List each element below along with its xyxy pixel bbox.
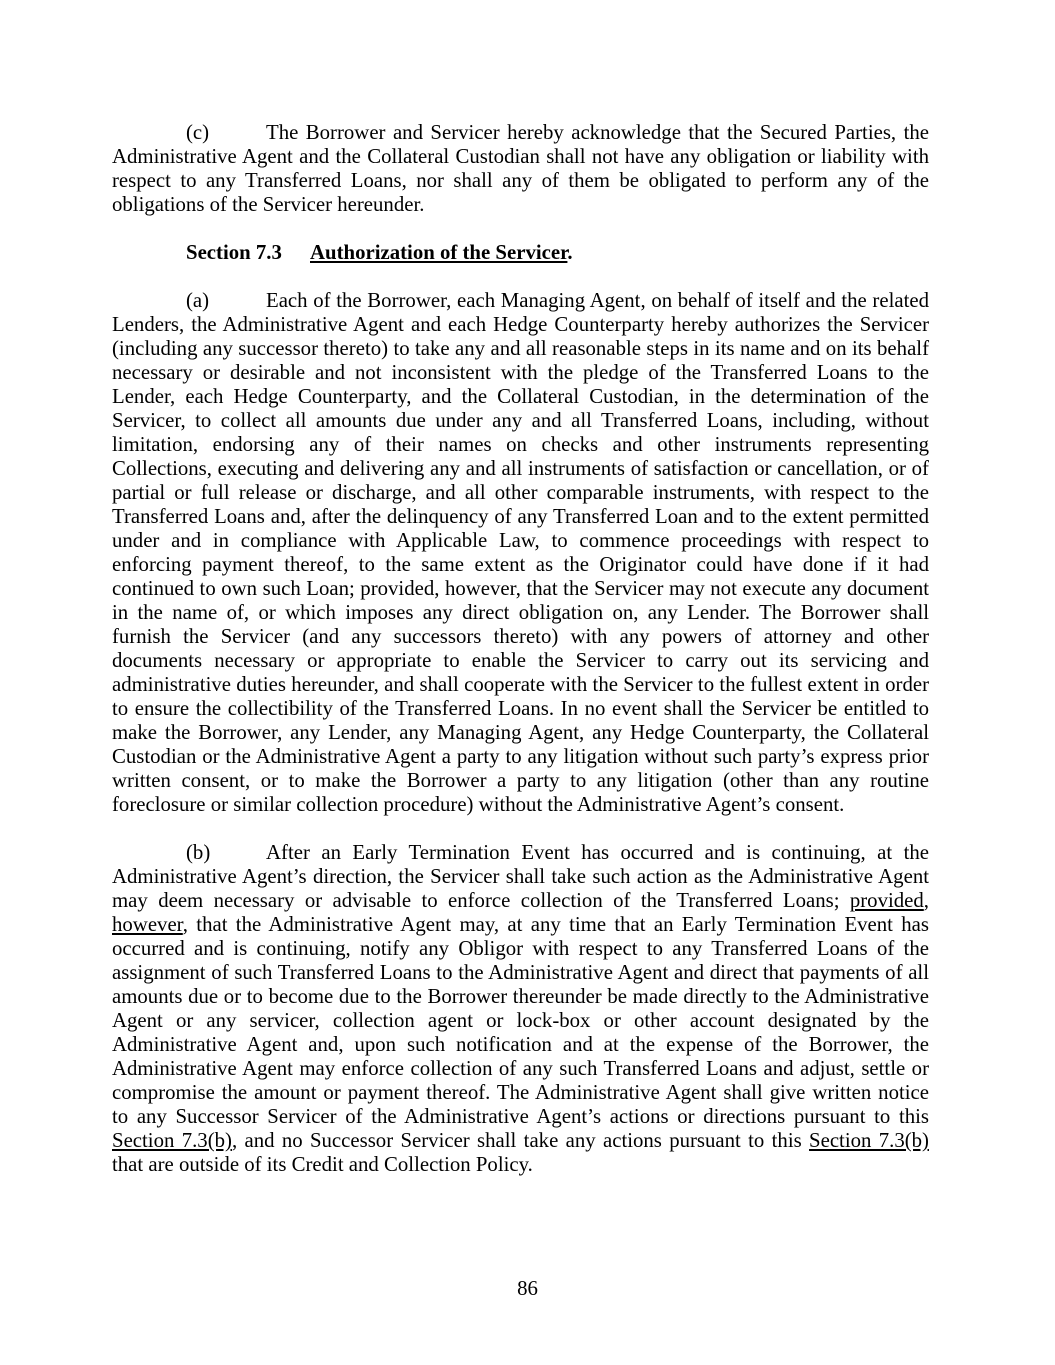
underlined-text-run: Section 7.3(b) [112, 1129, 232, 1152]
paragraph-c [112, 121, 929, 217]
paragraph-a [112, 289, 929, 817]
text-run: . [567, 241, 573, 264]
text-run: , that the Administrative Agent may, at any time that an Early Termination Event has occurred and is continuing, notify any Obligor with respect to any Transferred Loans of the assignment of such Transferred Loans to the Administrative Agent and direct that payments of all amounts due or to become due to the Borrower thereunder be made directly to the Administrative Agent or any servicer, collection agent or lock-box or other account designated by the Administrative Agent and, upon such notification and at the expense of the Borrower, the Administrative Agent may enforce collection of any such Transferred Loans and adjust, settle or compromise the amount or payment thereof. The Administrative Agent shall give written notice to any Successor Servicer of the Administrative Agent’s actions or directions pursuant to this [112, 913, 929, 1128]
paragraph-b [112, 841, 929, 1177]
underlined-text-run: Section 7.3(b) [809, 1129, 929, 1152]
text-run: The Borrower and Servicer hereby acknowledge that the Secured Parties, the Administrative Agent and the Collateral Custodian shall not have any obligation or liability with respect to any Transferred Loans, nor shall any of them be obligated to perform any of the obligations of the Servicer hereunder. [112, 121, 929, 216]
paragraph-label: Section 7.3 [186, 241, 282, 264]
paragraph-label: (b) [186, 841, 211, 864]
section-7-3-heading [112, 241, 929, 265]
underlined-text-run: Authorization of the Servicer [310, 241, 568, 264]
page-number: 86 [517, 1277, 538, 1300]
text-run: After an Early Termination Event has occurred and is continuing, at the Administrative Agent’s direction, the Servicer shall take such action as the Administrative Agent may deem necessary or advisable to enforce collection of the Transferred Loans; [112, 841, 929, 912]
text-run: , and no Successor Servicer shall take any actions pursuant to this [231, 1129, 810, 1152]
page-content [112, 121, 929, 1201]
text-run: Each of the Borrower, each Managing Agent, on behalf of itself and the related Lenders, the Administrative Agent and each Hedge Counterparty hereby authorizes the Servicer (including any successor thereto) to take any and all reasonable steps in its name and on its behalf necessary or desirable and not inconsistent with the pledge of the Transferred Loans to the Lender, each Hedge Counterparty, and the Collateral Custodian, in the determination of the Servicer, to collect all amounts due under any and all Transferred Loans, including, without limitation, endorsing any of their names on checks and other instruments representing Collections, executing and delivering any and all instruments of satisfaction or cancellation, or of partial or full release or discharge, and all other comparable instruments, with respect to the Transferred Loans and, after the delinquency of any Transferred Loan and to the extent permitted under and in compliance with Applicable Law, to commence proceedings with respect to enforcing payment thereof, to the same extent as the Originator could have done if it had continued to own such Loan; provided, however, that the Servicer may not execute any document in the name of, or which imposes any direct obligation on, any Lender. The Borrower shall furnish the Servicer (and any successors thereto) with any powers of attorney and other documents necessary or appropriate to enable the Servicer to carry out its servicing and administrative duties hereunder, and shall cooperate with the Servicer to the fullest extent in order to ensure the collectibility of the Transferred Loans. In no event shall the Servicer be entitled to make the Borrower, any Lender, any Managing Agent, any Hedge Counterparty, the Collateral Custodian or the Administrative Agent a party to any litigation without such party’s express prior written consent, or to make the Borrower a party to any litigation (other than any routine foreclosure or similar collection procedure) without the Administrative Agent’s consent. [112, 289, 929, 816]
text-run: , [923, 889, 929, 912]
underlined-text-run: provided [849, 889, 924, 912]
underlined-text-run: however [112, 913, 183, 936]
paragraph-label: (c) [186, 121, 210, 144]
paragraph-label: (a) [186, 289, 210, 312]
text-run: that are outside of its Credit and Collection Policy. [112, 1153, 533, 1176]
